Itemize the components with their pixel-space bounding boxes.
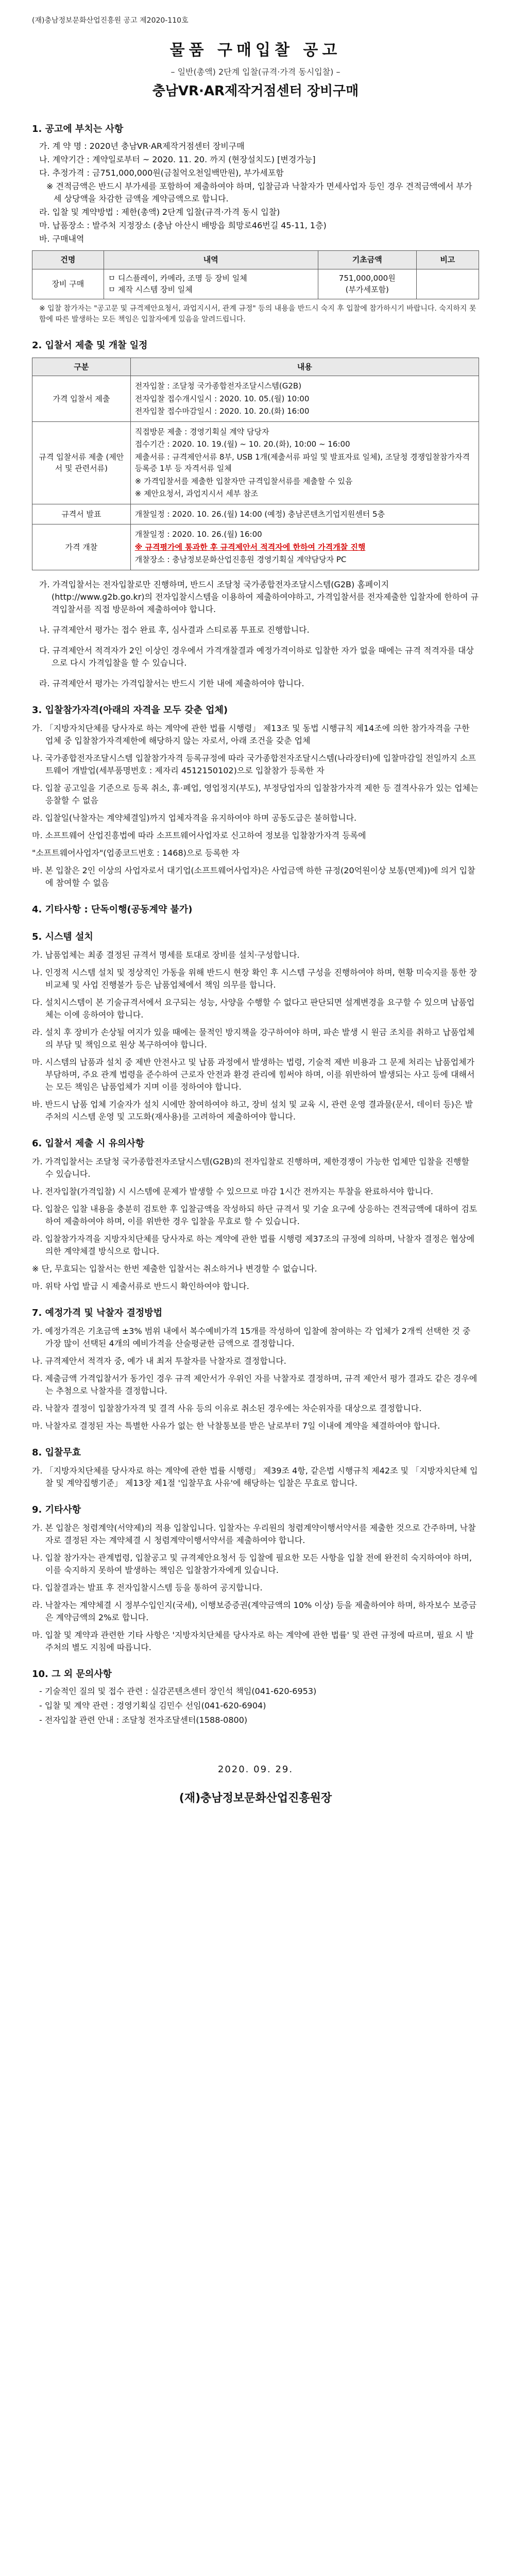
- paragraph: 다. 규격제안서 적격자가 2인 이상인 경우에서 가격개찰결과 예정가격이하로 입찰한 자가 없을 때에는 규격 적격자를 대상으로 다시 가격입찰을 할 수 있습니다.: [39, 645, 474, 668]
- item-name: 장비 구매: [32, 269, 104, 299]
- section-10-heading: 10. 그 외 문의사항: [32, 1668, 112, 1680]
- section-7-items: [32, 1325, 479, 1432]
- section-6-heading: 6. 입찰서 제출 시 유의사항: [32, 1138, 145, 1149]
- paragraph: 가. 가격입찰서는 전자입찰로만 진행하며, 반드시 조달청 국가종합전자조달시스템(G2B) 홈페이지(http://www.g2b.go.kr)의 전자입찰시스템을 이용하여 제출하여야하고, 가격입찰서를 전자제출한 입찰자에 한하여 규격입찰서를 직접 방문하여 제출하여야 합니다.: [39, 579, 479, 614]
- table-header: 비고: [416, 251, 479, 269]
- list-item: "소프트웨어사업자"(업종코드번호 : 1468)으로 등록한 자: [32, 848, 240, 858]
- list-item: 다. 입찰은 입찰 내용을 충분히 검토한 후 입찰금액을 작성하되 하단 규격서 및 기술 요구에 상응하는 견적금액에 대하여 검토하여 제출하여야 하며, 이를 위반한 경우 입찰을 무효로 할 수 있습니다.: [32, 1204, 478, 1226]
- list-item: 가. 예정가격은 기초금액 ±3% 범위 내에서 복수예비가격 15개를 작성하여 입찰에 참여하는 각 업체가 2개씩 선택한 것 중 가장 많이 선택된 4개의 예비가격을 산술평균한 금액으로 결정합니다.: [32, 1326, 471, 1348]
- section-4-heading: 4. 기타사항 : 단독이행(공동계약 불가): [32, 904, 193, 915]
- schedule-item: 직접방문 제출 : 경영기획실 계약 담당자: [134, 427, 269, 436]
- paragraph: 라. 규격제안서 평가는 가격입찰서는 반드시 기한 내에 제출하여야 합니다.: [39, 678, 304, 688]
- schedule-item: 개찰장소 : 충남정보문화산업진흥원 경영기획실 계약담당자 PC: [134, 555, 347, 564]
- contact-line: - 기술적인 질의 및 접수 관련 : 실감콘텐츠센터 장인석 책임(041-620-6953): [39, 1686, 317, 1696]
- list-item: ※ 단, 무효되는 입찰서는 한번 제출한 입찰서는 취소하거나 변경할 수 없습니다.: [32, 1263, 317, 1274]
- delivery-place: 마. 납품장소 : 발주처 지정장소 (충남 아산시 배방읍 희망로46번길 45-11, 1층): [39, 221, 327, 230]
- list-item: 나. 규격제안서 적격자 중, 예가 내 최저 투찰자를 낙찰자로 결정합니다.: [32, 1355, 286, 1366]
- table-row: [32, 269, 479, 299]
- table-header: 구분: [32, 358, 131, 376]
- table-row: [32, 421, 479, 504]
- table-note: ※ 입찰 참가자는 "공고문 및 규격제안요청서, 과업지시서, 관계 규정" 등의 내용을 반드시 숙지 후 입찰에 참가하시기 바랍니다. 숙지하지 못함에 따른 발생하는 모든 책임은 입찰자에게 있음을 알려드립니다.: [39, 304, 476, 324]
- list-item: 마. 낙찰자로 결정된 자는 특별한 사유가 없는 한 낙찰통보를 받은 날로부터 7일 이내에 계약을 체결하여야 합니다.: [32, 1420, 440, 1431]
- section-3-heading: 3. 입찰참가자격(아래의 자격을 모두 갖춘 업체): [32, 704, 228, 716]
- bid-method: 라. 입찰 및 계약방법 : 제한(총액) 2단계 입찰(규격·가격 동시 입찰): [39, 207, 280, 217]
- section-1-heading: 1. 공고에 부치는 사항: [32, 124, 124, 134]
- item-remark: [416, 269, 479, 299]
- schedule-item: 개찰일정 : 2020. 10. 26.(월) 16:00: [134, 530, 262, 539]
- schedule-content: [130, 504, 479, 524]
- table-header: 내용: [130, 358, 479, 376]
- schedule-content: [130, 524, 479, 570]
- section-5-heading: 5. 시스템 설치: [32, 931, 93, 942]
- vat-note: ※ 견적금액은 반드시 부가세를 포함하여 제출하여야 하며, 입찰금과 낙찰자가 면세사업자 등인 경우 견적금액에서 부가세 상당액을 차감한 금액을 계약금액으로 합니다.: [46, 181, 472, 204]
- schedule-table: [32, 358, 479, 570]
- list-item: 라. 낙찰자 결정이 입찰참가자격 및 결격 사유 등의 이유로 취소된 경우에는 차순위자를 대상으로 결정합니다.: [32, 1403, 422, 1413]
- schedule-content: [130, 421, 479, 504]
- section-5-items: [32, 949, 479, 1123]
- section-9-items: [32, 1522, 479, 1654]
- schedule-label: 규격서 발표: [32, 504, 131, 524]
- list-item: 바. 반드시 납품 업체 기술자가 설치 시에만 참여하여야 하고, 장비 설치 및 교육 시, 관련 운영 결과물(문서, 데이터 등)은 발주처의 시스템 운영 및 고도화(재사용)를 고려하여 제출하여야 합니다.: [32, 1099, 473, 1122]
- schedule-item: ※ 제안요청서, 과업지시서 세부 참조: [134, 489, 259, 498]
- item-details: [104, 269, 318, 299]
- section-9-heading: 9. 기타사항: [32, 1504, 81, 1515]
- section-6-items: [32, 1156, 479, 1293]
- table-header: 건명: [32, 251, 104, 269]
- purchase-table: [32, 250, 479, 299]
- schedule-item: 전자입찰 접수개시일시 : 2020. 10. 05.(월) 10:00: [134, 394, 310, 403]
- list-item: 마. 입찰 및 계약과 관련한 기타 사항은 '지방자치단체를 당사자로 하는 계약에 관한 법률' 및 관련 규정에 따르며, 필요 시 발주처의 별도 지침에 따릅니다.: [32, 1630, 474, 1652]
- table-row: [32, 504, 479, 524]
- estimated-price: 다. 추정가격 : 금751,000,000원(금칠억오천일백만원), 부가세포함: [39, 168, 284, 178]
- table-row: [32, 376, 479, 422]
- list-item: 나. 전자입찰(가격입찰) 시 시스템에 문제가 발생할 수 있으므로 마감 1시간 전까지는 투찰을 완료하셔야 합니다.: [32, 1186, 434, 1196]
- list-item: 마. 소프트웨어 산업진흥법에 따라 소프트웨어사업자로 신고하여 정보를 입찰참가자격 등록에: [32, 830, 366, 840]
- notice-subtitle: – 일반(총액) 2단계 입찰(규격·가격 동시입찰) –: [171, 67, 340, 77]
- list-item: 가. 「지방자치단체를 당사자로 하는 계약에 관한 법률 시행령」 제13조 및 동법 시행규칙 제14조에 의한 참가자격을 구한 업체 중 입찰참가자격제한에 해당하지 않는 자로서, 아래 조건을 갖춘 업체: [32, 723, 470, 745]
- schedule-label: 규격 입찰서류 제출 (제안서 및 관련서류): [32, 421, 131, 504]
- list-item: 라. 낙찰자는 계약체결 시 정부수입인지(국세), 이행보증증권(계약금액의 10% 이상) 등을 제출하여야 하며, 하자보수 보증금은 계약금액의 2%로 합니다.: [32, 1600, 477, 1622]
- section-8-items: [32, 1465, 479, 1489]
- schedule-content: [130, 376, 479, 422]
- notice-date: 2020. 09. 29.: [217, 1764, 294, 1775]
- list-item: 가. 「지방자치단체를 당사자로 하는 계약에 관한 법률 시행령」 제39조 4항, 같은법 시행규칙 제42조 및 「지방자치단체 입찰 및 계약집행기준」 제13장 제1절 '입찰무효 사유'에 해당하는 입찰은 무효로 합니다.: [32, 1465, 478, 1488]
- contact-line: - 전자입찰 관련 안내 : 조달청 전자조달센터(1588-0800): [39, 1715, 248, 1725]
- list-item: 가. 본 입찰은 청렴계약(서약제)의 적용 입찰입니다. 입찰자는 우리원의 청렴계약이행서약서를 제출한 것으로 간주하며, 낙찰자로 결정된 자는 계약체결 시 청렴계약이행서약서를 제출하여야 합니다.: [32, 1522, 476, 1545]
- list-item: 라. 입찰일(낙찰자는 계약체결일)까지 업체자격을 유지하여야 하며 공동도급은 불허합니다.: [32, 812, 357, 823]
- list-item: 가. 납품업체는 최종 결정된 규격서 명세를 토대로 장비를 설치·구성합니다.: [32, 950, 300, 960]
- list-item: 다. 입찰결과는 발표 후 전자입찰시스템 등을 통하여 공지합니다.: [32, 1582, 263, 1592]
- section-2-heading: 2. 입찰서 제출 및 개찰 일정: [32, 340, 148, 351]
- schedule-item: ※ 가격입찰서를 제출한 입찰자만 규격입찰서류를 제출할 수 있음: [134, 476, 353, 486]
- schedule-label: 가격 개찰: [32, 524, 131, 570]
- purchase-details-label: 바. 구매내역: [39, 234, 84, 244]
- list-item: 나. 국가종합전자조달시스템 입찰참가자격 등록규정에 따라 국가종합전자조달시스템(나라장터)에 입찰마감일 전일까지 소프트웨어 개발업(세부품명번호 : 제자리 4512150102)으로 입찰참가 등록한 자: [32, 753, 476, 775]
- notice-title: 물품 구매입찰 공고: [169, 41, 342, 59]
- item-detail: ㅁ 제작 시스템 장비 일체: [108, 285, 193, 294]
- contact-line: - 입찰 및 계약 관련 : 경영기획실 김민수 선임(041-620-6904): [39, 1700, 266, 1710]
- section-8-heading: 8. 입찰무효: [32, 1447, 81, 1458]
- list-item: 나. 인정적 시스템 설치 및 정상적인 가동을 위해 반드시 현장 확인 후 시스템 구성을 진행하여야 하며, 현황 미숙지를 통한 장비교체 및 사업 진행불가 등은 납품업체에서 책임 의무를 합니다.: [32, 967, 478, 990]
- table-header: 기초금액: [318, 251, 416, 269]
- schedule-item: 개찰일정 : 2020. 10. 26.(월) 14:00 (예정) 충남콘텐츠기업지원센터 5층: [134, 509, 385, 519]
- table-row: [32, 524, 479, 570]
- section-3-items: [32, 722, 479, 889]
- schedule-label: 가격 입찰서 제출: [32, 376, 131, 422]
- list-item: 다. 제출금액 가격입찰서가 동가인 경우 규격 제안서가 우위인 자를 낙찰자로 결정하며, 규격 제안서 평가 결과도 같은 경우에는 추첨으로 낙찰자를 결정합니다.: [32, 1373, 478, 1396]
- amount-note: (부가세포함): [345, 285, 389, 294]
- list-item: 다. 설치시스템이 본 기술규격서에서 요구되는 성능, 사양을 수행할 수 없다고 판단되면 설계변경을 요구할 수 있으며 납품업체는 이에 응하여야 합니다.: [32, 997, 475, 1020]
- project-title: 충남VR·AR제작거점센터 장비구매: [152, 83, 359, 99]
- list-item: 바. 본 입찰은 2인 이상의 사업자로서 대기업(소프트웨어사업자)은 사업금액 하한 규정(20억원이상 보통(면제))에 의거 입찰에 참여할 수 없음: [32, 865, 475, 888]
- list-item: 마. 시스템의 납품과 설치 중 제반 안전사고 및 납품 과정에서 발생하는 법령, 기술적 제반 비용과 그 문제 처리는 납품업체가 부담하며, 주요 관계 법령을 준수하여 근로자 안전과 환경 관리에 힘써야 하며, 이를 위반하여 발생되는 사고 등에 대해서는 모든 책임은 납품업체가 지며 이를 정하여야 합니다.: [32, 1057, 475, 1092]
- signature: (재)충남정보문화산업진흥원장: [179, 1791, 332, 1805]
- schedule-item: 전자입찰 접수마감일시 : 2020. 10. 20.(화) 16:00: [134, 406, 310, 416]
- list-item: 다. 입찰 공고일을 기준으로 등록 취소, 휴·폐업, 영업정지(부도), 부정당업자의 입찰참가자격 제한 등 결격사유가 있는 업체는 응찰할 수 없음: [32, 783, 479, 805]
- list-item: 나. 입찰 참가자는 관계법령, 입찰공고 및 규격제안요청서 등 입찰에 필요한 모든 사항을 입찰 전에 완전히 숙지하여야 하며, 이를 숙지하지 못하여 발생하는 책임은 입찰참가자에게 있습니다.: [32, 1552, 472, 1575]
- list-item: 가. 가격입찰서는 조달청 국가종합전자조달시스템(G2B)의 전자입찰로 진행하며, 제한경쟁이 가능한 업체만 입찰을 진행할 수 있습니다.: [32, 1156, 469, 1179]
- list-item: 마. 위탁 사업 발급 시 제출서류로 반드시 확인하여야 합니다.: [32, 1281, 249, 1291]
- schedule-item: 제출서류 : 규격제안서류 8부, USB 1개(제출서류 파일 및 발표자료 일체), 조달청 경쟁입찰참가자격등록증 1부 등 자격서류 일체: [134, 452, 470, 473]
- amount-value: 751,000,000원: [338, 273, 396, 283]
- list-item: 라. 설치 후 장비가 손상될 여지가 있을 때에는 물적인 방지책을 강구하여야 하며, 파손 발생 시 원금 조치를 취하고 납품업체의 부담 및 책임으로 원상 복구하여야 합니다.: [32, 1027, 475, 1049]
- item-detail: ㅁ 디스플레이, 카메라, 조명 등 장비 일체: [108, 273, 247, 283]
- list-item: 라. 입찰참가자격을 지방자치단체를 당사자로 하는 계약에 관한 법률 시행령 제37조의 규정에 의하며, 낙찰자 결정은 협상에 의한 계약체결 방식으로 합니다.: [32, 1233, 475, 1256]
- contract-name: 가. 계 약 명 : 2020년 충남VR·AR제작거점센터 장비구매: [39, 141, 245, 151]
- contract-period: 나. 계약기간 : 계약일로부터 ~ 2020. 11. 20. 까지 (현장설치도) [변경가능]: [39, 155, 316, 164]
- schedule-highlight: ※ 규격평가에 통과한 후 규격제안서 적격자에 한하여 가격개찰 진행: [134, 542, 366, 552]
- schedule-item: 접수기간 : 2020. 10. 19.(월) ~ 10. 20.(화), 10:00 ~ 16:00: [134, 439, 350, 449]
- table-header: 내역: [104, 251, 318, 269]
- paragraph: 나. 규격제안서 평가는 접수 완료 후, 심사결과 스티로폼 투표로 진행합니다.: [39, 624, 310, 635]
- section-7-heading: 7. 예정가격 및 낙찰자 결정방법: [32, 1307, 163, 1318]
- notice-number: (재)충남정보문화산업진흥원 공고 제2020-110호: [32, 16, 189, 25]
- item-amount: [318, 269, 416, 299]
- schedule-item: 전자입찰 : 조달청 국가종합전자조달시스템(G2B): [134, 381, 302, 391]
